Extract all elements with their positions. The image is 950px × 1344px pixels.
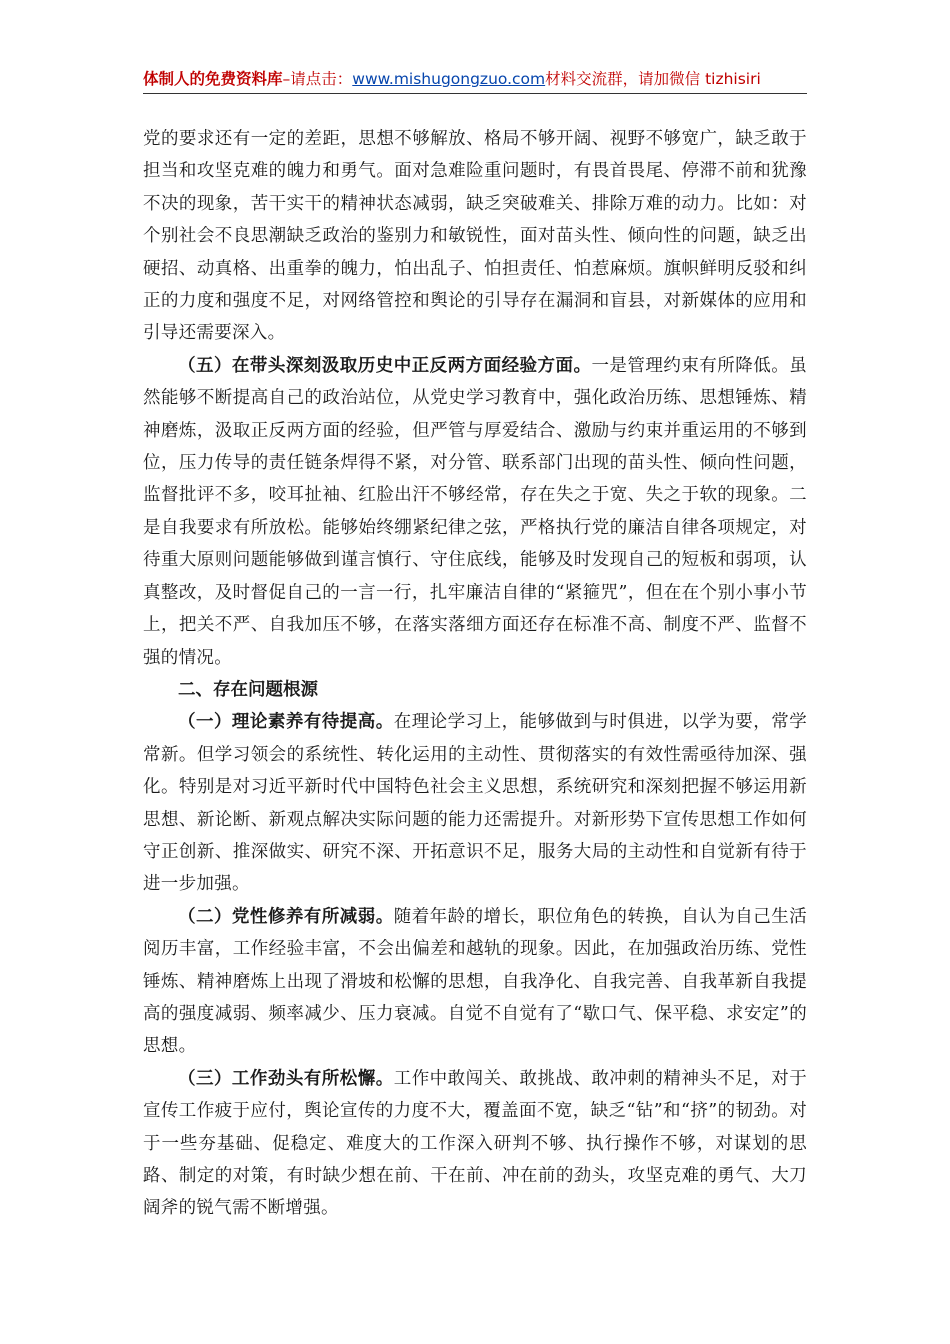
paragraph-root-one: [143, 706, 807, 900]
paragraph-text: 在理论学习上，能够做到与时俱进，以学为要，常学常新。但学习领会的系统性、转化运用的主动性、贯彻落实的有效性需亟待加深、强化。特别是对习近平新时代中国特色社会主义思想，系统研究和深刻把握不够运用新思想、新论断、新观点解决实际问题的能力还需提升。对新形势下宣传思想工作如何守正创新、推深做实、研究不深、开拓意识不足，服务大局的主动性和自觉新有待于进一步加强。: [143, 712, 807, 895]
header-divider: [143, 93, 807, 94]
website-link[interactable]: www.mishugongzuo.com: [352, 70, 546, 88]
paragraph-text: 党的要求还有一定的差距，思想不够解放、格局不够开阔、视野不够宽广，缺乏敢于担当和攻坚克难的魄力和勇气。面对急难险重问题时，有畏首畏尾、停滞不前和犹豫不决的现象，苦干实干的精神状态减弱，缺乏突破难关、排除万难的动力。比如：对个别社会不良思潮缺乏政治的鉴别力和敏锐性，面对苗头性、倾向性的问题，缺乏出硬招、动真格、出重拳的魄力，怕出乱子、怕担责任、怕惹麻烦。旗帜鲜明反驳和纠正的力度和强度不足，对网络管控和舆论的引导存在漏洞和盲县，对新媒体的应用和引导还需要深入。: [143, 129, 807, 344]
paragraph-continuation: [143, 123, 807, 350]
page-header: [143, 64, 807, 94]
paragraph-lead: （一）理论素养有待提高。: [178, 712, 394, 733]
document-body: [143, 123, 807, 1225]
paragraph-lead: （五）在带头深刻汲取历史中正反两方面经验方面。: [178, 355, 592, 376]
paragraph-lead: （二）党性修养有所减弱。: [178, 906, 394, 927]
paragraph-root-three: [143, 1063, 807, 1225]
paragraph-lead: （三）工作劲头有所松懈。: [178, 1068, 394, 1089]
paragraph-section-five: [143, 350, 807, 674]
click-prompt: –请点击：: [282, 70, 353, 88]
brand-title: 体制人的免费资料库: [143, 70, 283, 88]
paragraph-text: 工作中敢闯关、敢挑战、敢冲刺的精神头不足，对于宣传工作疲于应付，舆论宣传的力度不大，覆盖面不宽，缺乏“钻”和“挤”的韧劲。对于一些夯基础、促稳定、难度大的工作深入研判不够、执行操作不够，对谋划的思路、制定的对策，有时缺少想在前、干在前、冲在前的劲头，攻坚克难的勇气、大刀阔斧的锐气需不断增强。: [143, 1068, 807, 1219]
paragraph-text: 随着年龄的增长，职位角色的转换，自认为自己生活阅历丰富，工作经验丰富，不会出偏差和越轨的现象。因此，在加强政治历练、党性锤炼、精神磨炼上出现了滑坡和松懈的思想，自我净化、自我完善、自我革新自我提高的强度减弱、频率减少、压力衰减。自觉不自觉有了“歇口气、保平稳、求安定”的思想。: [143, 906, 807, 1057]
wechat-note: 材料交流群，请加微信 tizhisiri: [545, 70, 761, 88]
paragraph-root-two: [143, 901, 807, 1063]
paragraph-text: 一是管理约束有所降低。虽然能够不断提高自己的政治站位，从党史学习教育中，强化政治历练、思想锤炼、精神磨炼，汲取正反两方面的经验，但严管与厚爱结合、激励与约束并重运用的不够到位，压力传导的责任链条焊得不紧，对分管、联系部门出现的苗头性、倾向性问题，监督批评不多，咬耳扯袖、红脸出汗不够经常，存在失之于宽、失之于软的现象。二是自我要求有所放松。能够始终绷紧纪律之弦，严格执行党的廉洁自律各项规定，对待重大原则问题能够做到谨言慎行、守住底线，能够及时发现自己的短板和弱项，认真整改，及时督促自己的一言一行，扎牢廉洁自律的“紧箍咒”，但在在个别小事小节上，把关不严、自我加压不够，在落实落细方面还存在标准不高、制度不严、监督不强的情况。: [143, 355, 807, 668]
section-heading: 二、存在问题根源: [178, 679, 318, 700]
